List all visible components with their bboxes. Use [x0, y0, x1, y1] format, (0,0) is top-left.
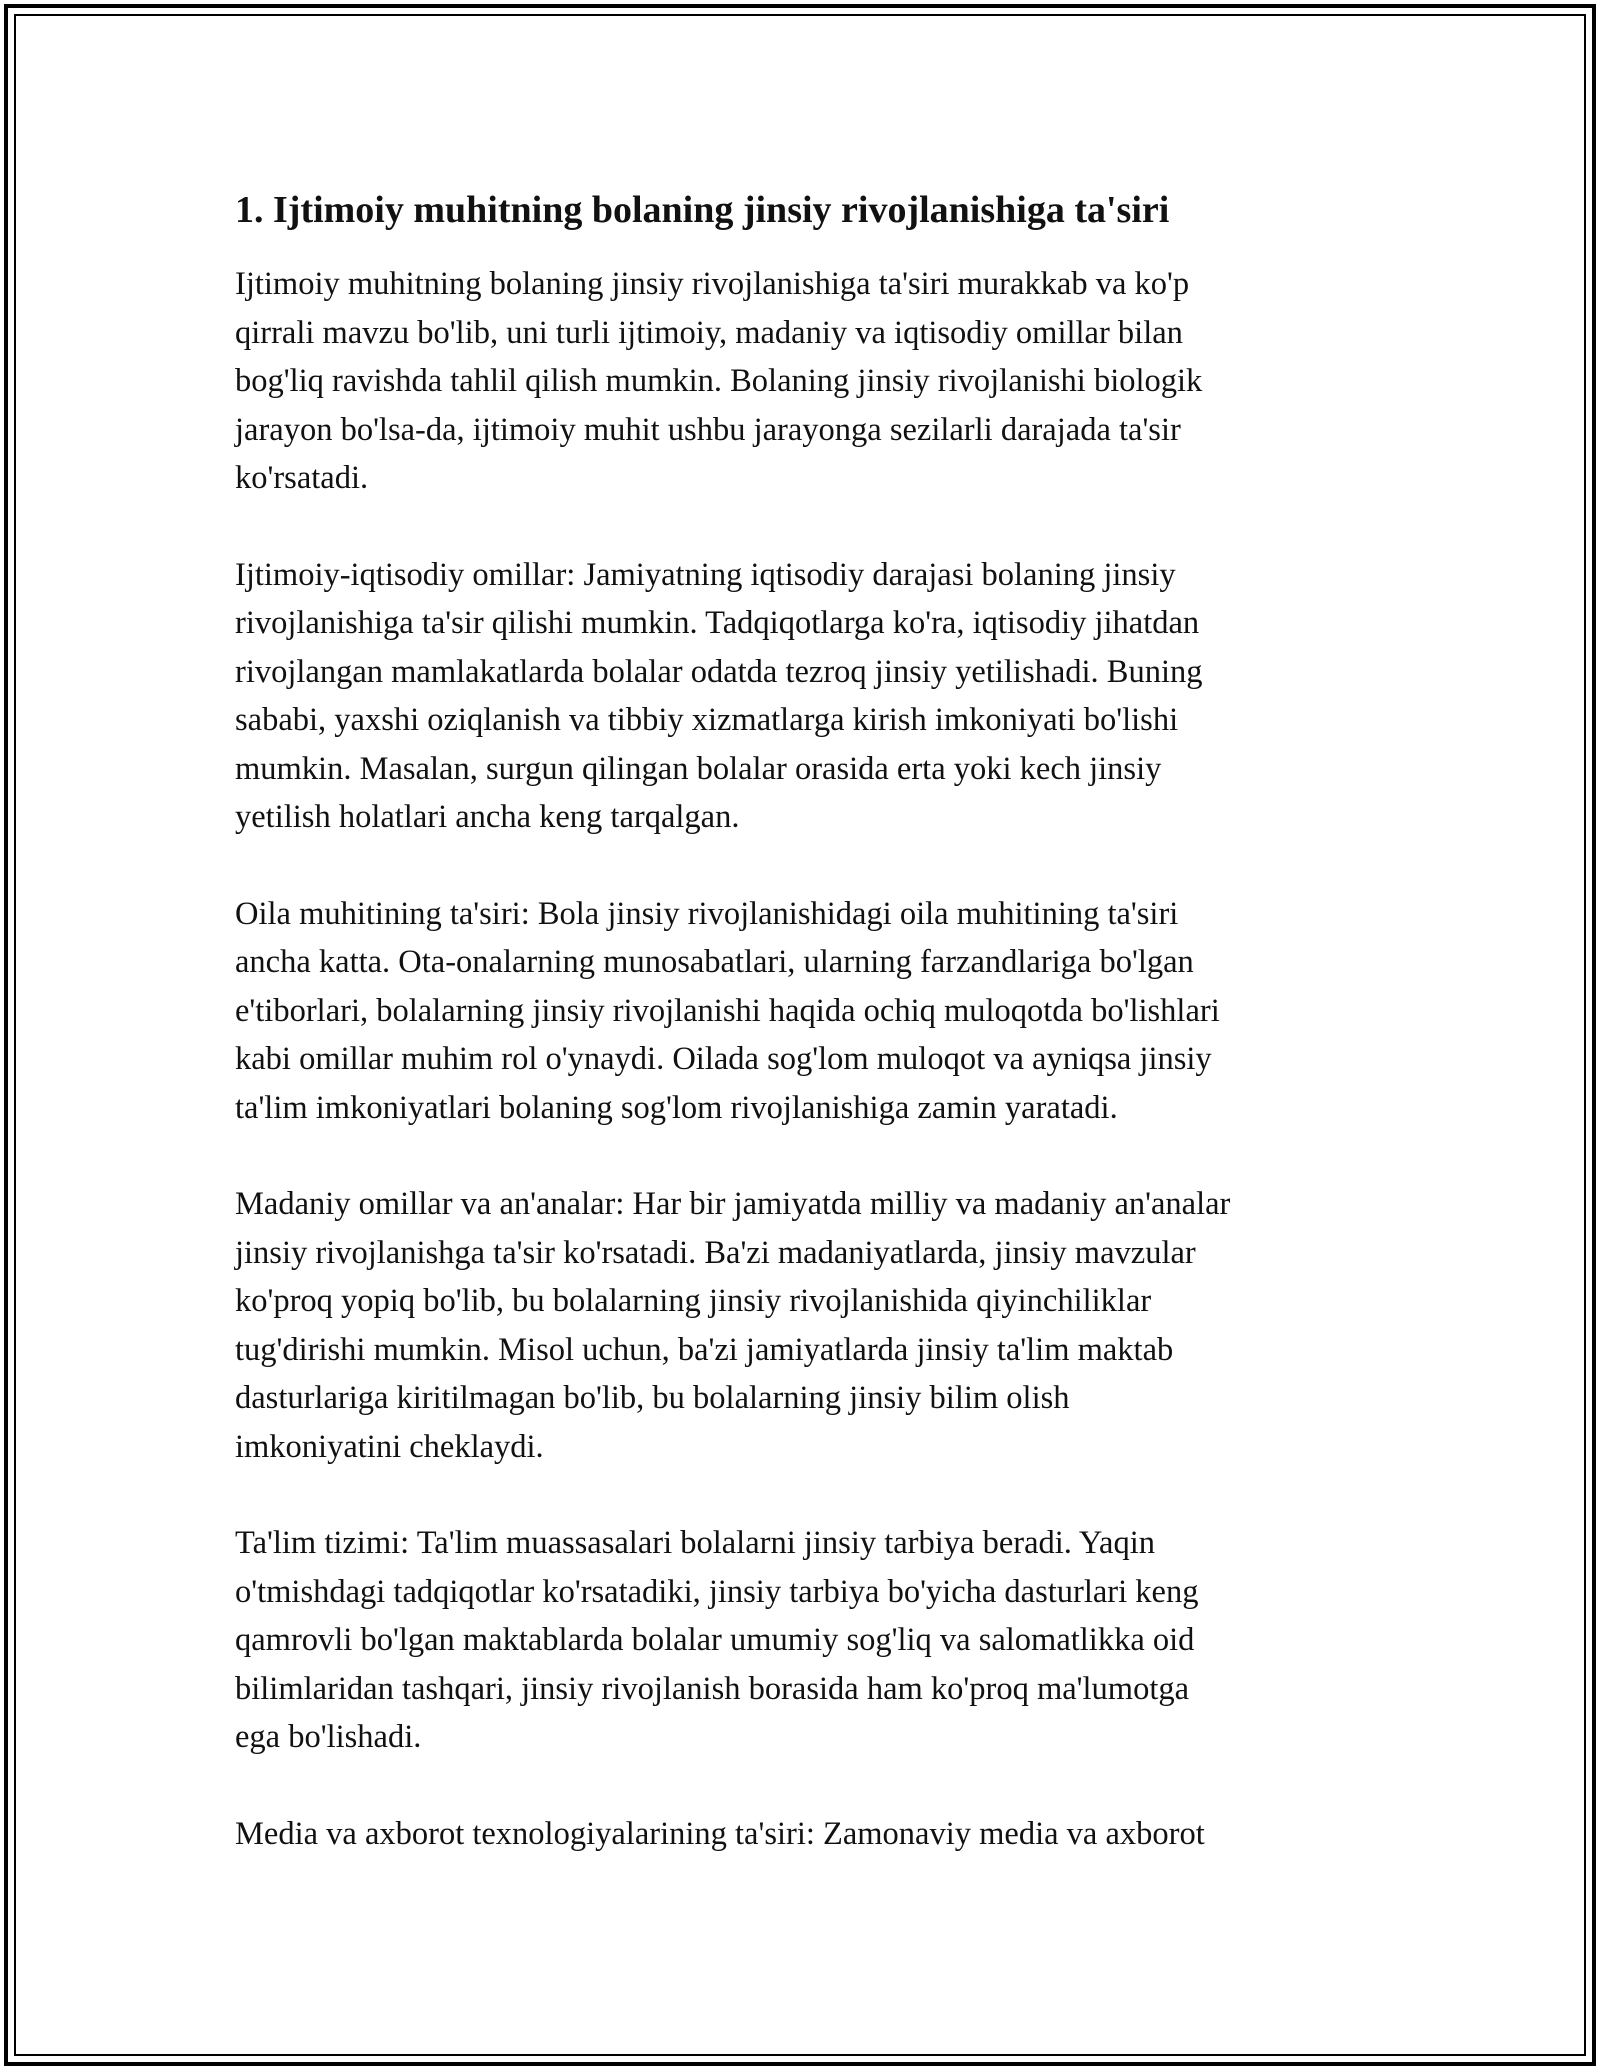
paragraph-family: Oila muhitining ta'siri: Bola jinsiy rivojlanishidagi oila muhitining ta'siri ancha katta. Ota-onalarning munosabatlari, ularning farzandlariga bo'lgan e'tiborlari, bolalarning jinsiy rivojlanishi haqida ochiq muloqotda bo'lishlari kabi omillar muhim rol o'ynaydi. Oilada sog'lom muloqot va ayniqsa jinsiy ta'lim imkoniyatlari bolaning sog'lom rivojlanishiga zamin yaratadi. [235, 895, 1220, 1126]
section-heading: 1. Ijtimoiy muhitning bolaning jinsiy rivojlanishiga ta'siri [235, 189, 1170, 231]
paragraph-education: Ta'lim tizimi: Ta'lim muassasalari bolalarni jinsiy tarbiya beradi. Yaqin o'tmishdagi tadqiqotlar ko'rsatadiki, jinsiy tarbiya bo'yicha dasturlari keng qamrovli bo'lgan maktablarda bolalar umumiy sog'liq va salomatlikka oid bilimlaridan tashqari, jinsiy rivojlanish borasida ham ko'proq ma'lumotga ega bo'lishadi. [235, 1525, 1199, 1755]
paragraph-media: Media va axborot texnologiyalarining ta'siri: Zamonaviy media va axborot [235, 1815, 1205, 1852]
paragraph-socioeconomic: Ijtimoiy-iqtisodiy omillar: Jamiyatning iqtisodiy darajasi bolaning jinsiy rivojlanishiga ta'sir qilishi mumkin. Tadqiqotlarga ko'ra, iqtisodiy jihatdan rivojlangan mamlakatlarda bolalar odatda tezroq jinsiy yetilishadi. Buning sababi, yaxshi oziqlanish va tibbiy xizmatlarga kirish imkoniyati bo'lishi mumkin. Masalan, surgun qilingan bolalar orasida erta yoki kech jinsiy yetilish holatlari ancha keng tarqalgan. [235, 556, 1203, 835]
paragraph-culture: Madaniy omillar va an'analar: Har bir jamiyatda milliy va madaniy an'analar jinsiy rivojlanishga ta'sir ko'rsatadi. Ba'zi madaniyatlarda, jinsiy mavzular ko'proq yopiq bo'lib, bu bolalarning jinsiy rivojlanishida qiyinchiliklar tug'dirishi mumkin. Misol uchun, ba'zi jamiyatlarda jinsiy ta'lim maktab dasturlariga kiritilmagan bo'lib, bu bolalarning jinsiy bilim olish imkoniyatini cheklaydi. [235, 1186, 1231, 1465]
document-body [235, 186, 1385, 1906]
paragraph-intro: Ijtimoiy muhitning bolaning jinsiy rivojlanishiga ta'siri murakkab va ko'p qirrali mavzu bo'lib, uni turli ijtimoiy, madaniy va iqtisodiy omillar bilan bog'liq ravishda tahlil qilish mumkin. Bolaning jinsiy rivojlanishi biologik jarayon bo'lsa-da, ijtimoiy muhit ushbu jarayonga sezilarli darajada ta'sir ko'rsatadi. [235, 266, 1203, 496]
